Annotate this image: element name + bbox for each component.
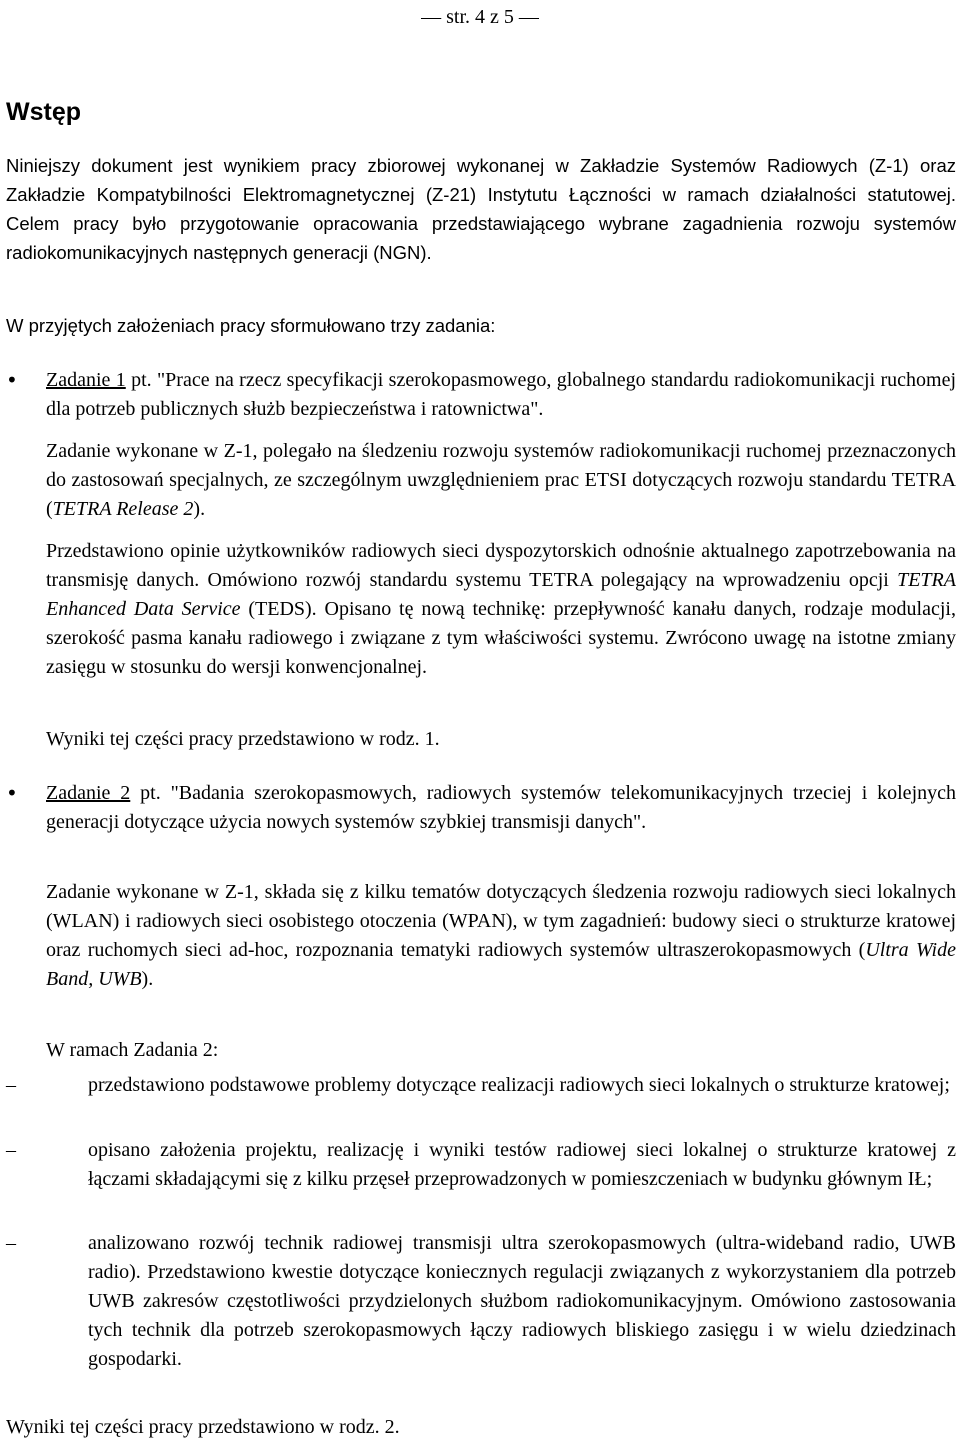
section-title: Wstęp <box>6 98 81 126</box>
task1-p1-text: Zadanie wykonane w Z-1, polegało na śledzeniu rozwoju systemów radiokomunikacji ruchomej przeznaczonych do zastosowań specjalnych, ze szczególnym uwzględnieniem prac ETSI dotyczących rozwoju standardu TETRA ( <box>46 440 956 520</box>
intro-paragraph: Niniejszy dokument jest wynikiem pracy zbiorowej wykonanej w Zakładzie Systemów Radiowych (Z-1) oraz Zakładzie Kompatybilności Elektromagnetycznej (Z-21) Instytutu Łączności w ramach działalności statutowej. Celem pracy było przygotowanie opracowania przedstawiającego wybrane zagadnienia rozwoju systemów radiokomunikacyjnych następnych generacji (NGN). <box>6 155 956 263</box>
task1-paragraph-2 <box>46 537 956 682</box>
task1-heading <box>46 366 956 424</box>
task2-heading <box>46 779 956 837</box>
task2-item-2: opisano założenia projektu, realizację i wyniki testów radiowej sieci lokalnej o strukturze kratowej z łączami składającymi się z kilku przęseł przeprowadzonych w pomieszczeniach w budynku głównym IŁ; <box>88 1139 956 1190</box>
task1-results: Wyniki tej części pracy przedstawiono w rodz. 1. <box>46 728 440 750</box>
task1-p2-text: Przedstawiono opinie użytkowników radiowych sieci dyspozytorskich odnośnie aktualnego zapotrzebowania na transmisję danych. Omówiono rozwój standardu systemu TETRA polegający na wprowadzeniu opcji <box>46 540 956 591</box>
task2-item-3: analizowano rozwój technik radiowej transmisji ultra szerokopasmowych (ultra-wideband radio, UWB radio). Przedstawiono kwestie dotyczące koniecznych regulacji związanych z wykorzystaniem dla potrzeb UWB zakresów częstotliwości przydzielonych służbom radiokomunikacyjnym. Omówiono zastosowania tych technik dla potrzeb szerokopasmowych łączy radiowych bliskiego zasięgu i w wielu dziedzinach gospodarki. <box>88 1232 956 1370</box>
task1-p2-italic: TETRA Enhanced Data Service <box>46 569 956 620</box>
task2-item-1: przedstawiono podstawowe problemy dotyczące realizacji radiowych sieci lokalnych o strukturze kratowej; <box>88 1074 950 1096</box>
bullet-icon: • <box>6 368 18 392</box>
task2-p1-italic: Ultra Wide Band, UWB <box>46 939 956 990</box>
task2-framework: W ramach Zadania 2: <box>46 1039 219 1061</box>
task1-paragraph-1 <box>46 437 956 524</box>
task1-p1-end: ). <box>193 498 206 520</box>
task2-paragraph-1 <box>46 878 956 994</box>
task2-label: Zadanie 2 <box>46 782 131 804</box>
task1-p2-end: (TEDS). Opisano tę nową technikę: przepływność kanału danych, rodzaje modulacji, szerokość pasma kanału radiowego i związane z tym właściwości systemu. Zwrócono uwagę na istotne zmiany zasięgu w stosunku do wersji konwencjonalnej. <box>46 598 956 678</box>
task2-title: pt. "Badania szerokopasmowych, radiowych systemów telekomunikacyjnych trzeciej i kolejnych generacji dotyczące użycia nowych systemów szybkiej transmisji danych". <box>46 782 956 833</box>
dash-icon: – <box>6 1232 16 1254</box>
intro-tasks-sentence: W przyjętych założeniach pracy sformułowano trzy zadania: <box>6 315 496 336</box>
bullet-icon: • <box>6 781 18 805</box>
task2-results: Wyniki tej części pracy przedstawiono w rodz. 2. <box>6 1416 400 1438</box>
task2-p1-text: Zadanie wykonane w Z-1, składa się z kilku tematów dotyczących śledzenia rozwoju radiowych sieci lokalnych (WLAN) i radiowych sieci osobistego otoczenia (WPAN), w tym zagadnień: budowy sieci o strukturze kratowej oraz ruchomych sieci ad-hoc, rozpoznania tematyki radiowych systemów ultraszerokopasmowych ( <box>46 881 956 961</box>
dash-icon: – <box>6 1074 16 1096</box>
dash-icon: – <box>6 1139 16 1161</box>
task2-p1-end: ). <box>141 968 154 990</box>
page-header: — str. 4 z 5 — <box>421 6 539 28</box>
task1-label: Zadanie 1 <box>46 369 126 391</box>
task1-p1-italic: TETRA Release 2 <box>52 498 194 520</box>
task1-title: pt. "Prace na rzecz specyfikacji szerokopasmowego, globalnego standardu radiokomunikacji ruchomej dla potrzeb publicznych służb bezpieczeństwa i ratownictwa". <box>46 369 957 420</box>
